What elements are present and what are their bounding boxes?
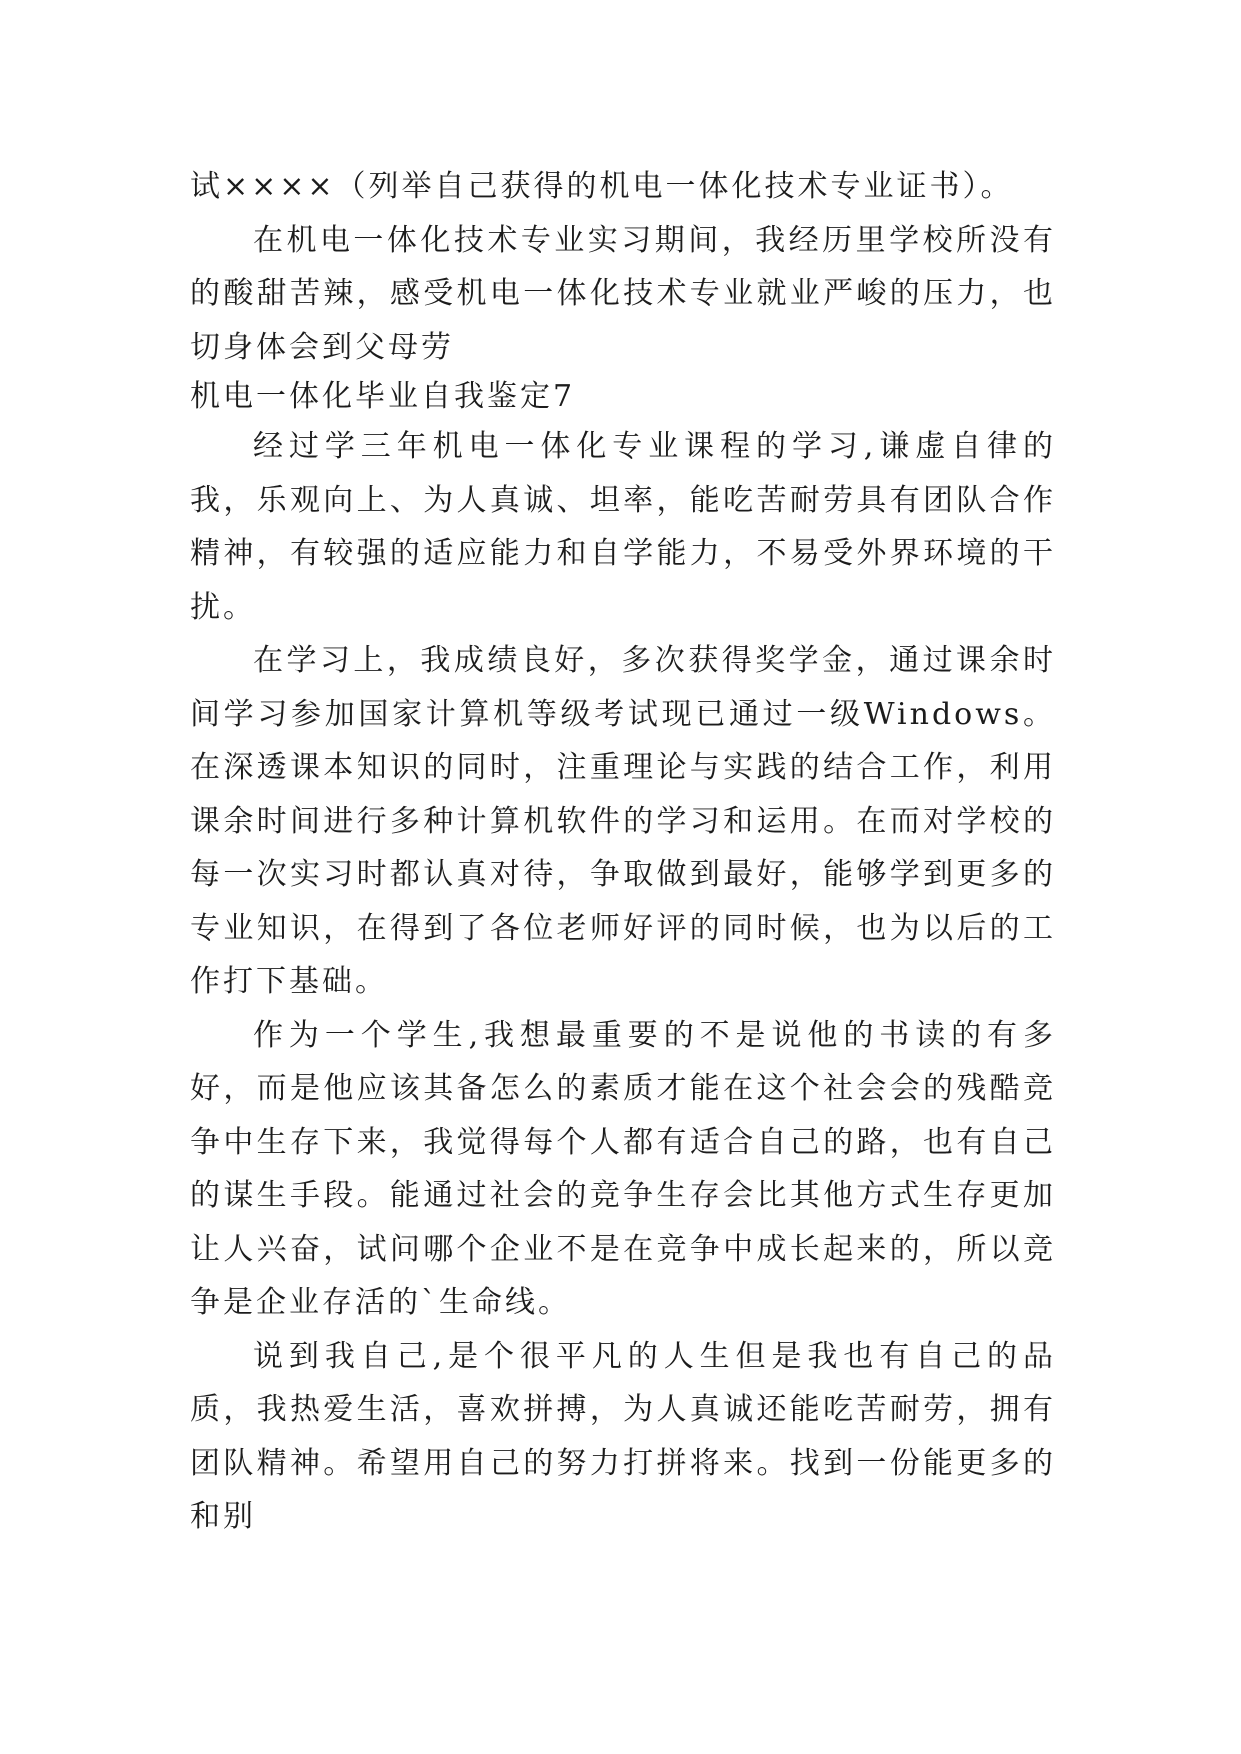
- paragraph-internship: 在机电一体化技术专业实习期间，我经历里学校所没有的酸甜苦辣，感受机电一体化技术专业就业严峻的压力，也切身体会到父母劳: [190, 222, 1056, 365]
- document-page: [190, 160, 1056, 1544]
- paragraph-intro: 经过学三年机电一体化专业课程的学习,谦虚自律的我，乐观向上、为人真诚、坦率，能吃苦耐劳具有团队合作精神，有较强的适应能力和自学能力，不易受外界环境的干扰。: [190, 429, 1056, 625]
- paragraph-continuation: 试××××（列举自己获得的机电一体化技术专业证书）。: [190, 169, 1014, 204]
- paragraph-self: 说到我自己,是个很平凡的人生但是我也有自己的品质，我热爱生活，喜欢拼搏，为人真诚还能吃苦耐劳，拥有团队精神。希望用自己的努力打拼将来。找到一份能更多的和别: [190, 1338, 1056, 1534]
- paragraph-competition: 作为一个学生,我想最重要的不是说他的书读的有多好，而是他应该其备怎么的素质才能在这个社会会的残酷竞争中生存下来，我觉得每个人都有适合自己的路，也有自己的谋生手段。能通过社会的竞争生存会比其他方式生存更加让人兴奋，试问哪个企业不是在竞争中成长起来的，所以竞争是企业存活的`生命线。: [190, 1017, 1056, 1320]
- section-heading: 机电一体化毕业自我鉴定7: [190, 379, 576, 414]
- paragraph-study: 在学习上，我成绩良好，多次获得奖学金，通过课余时间学习参加国家计算机等级考试现已通过一级Windows。在深透课本知识的同时，注重理论与实践的结合工作，利用课余时间进行多种计算机软件的学习和运用。在而对学校的每一次实习时都认真对待，争取做到最好，能够学到更多的专业知识，在得到了各位老师好评的同时候，也为以后的工作打下基础。: [190, 643, 1056, 999]
